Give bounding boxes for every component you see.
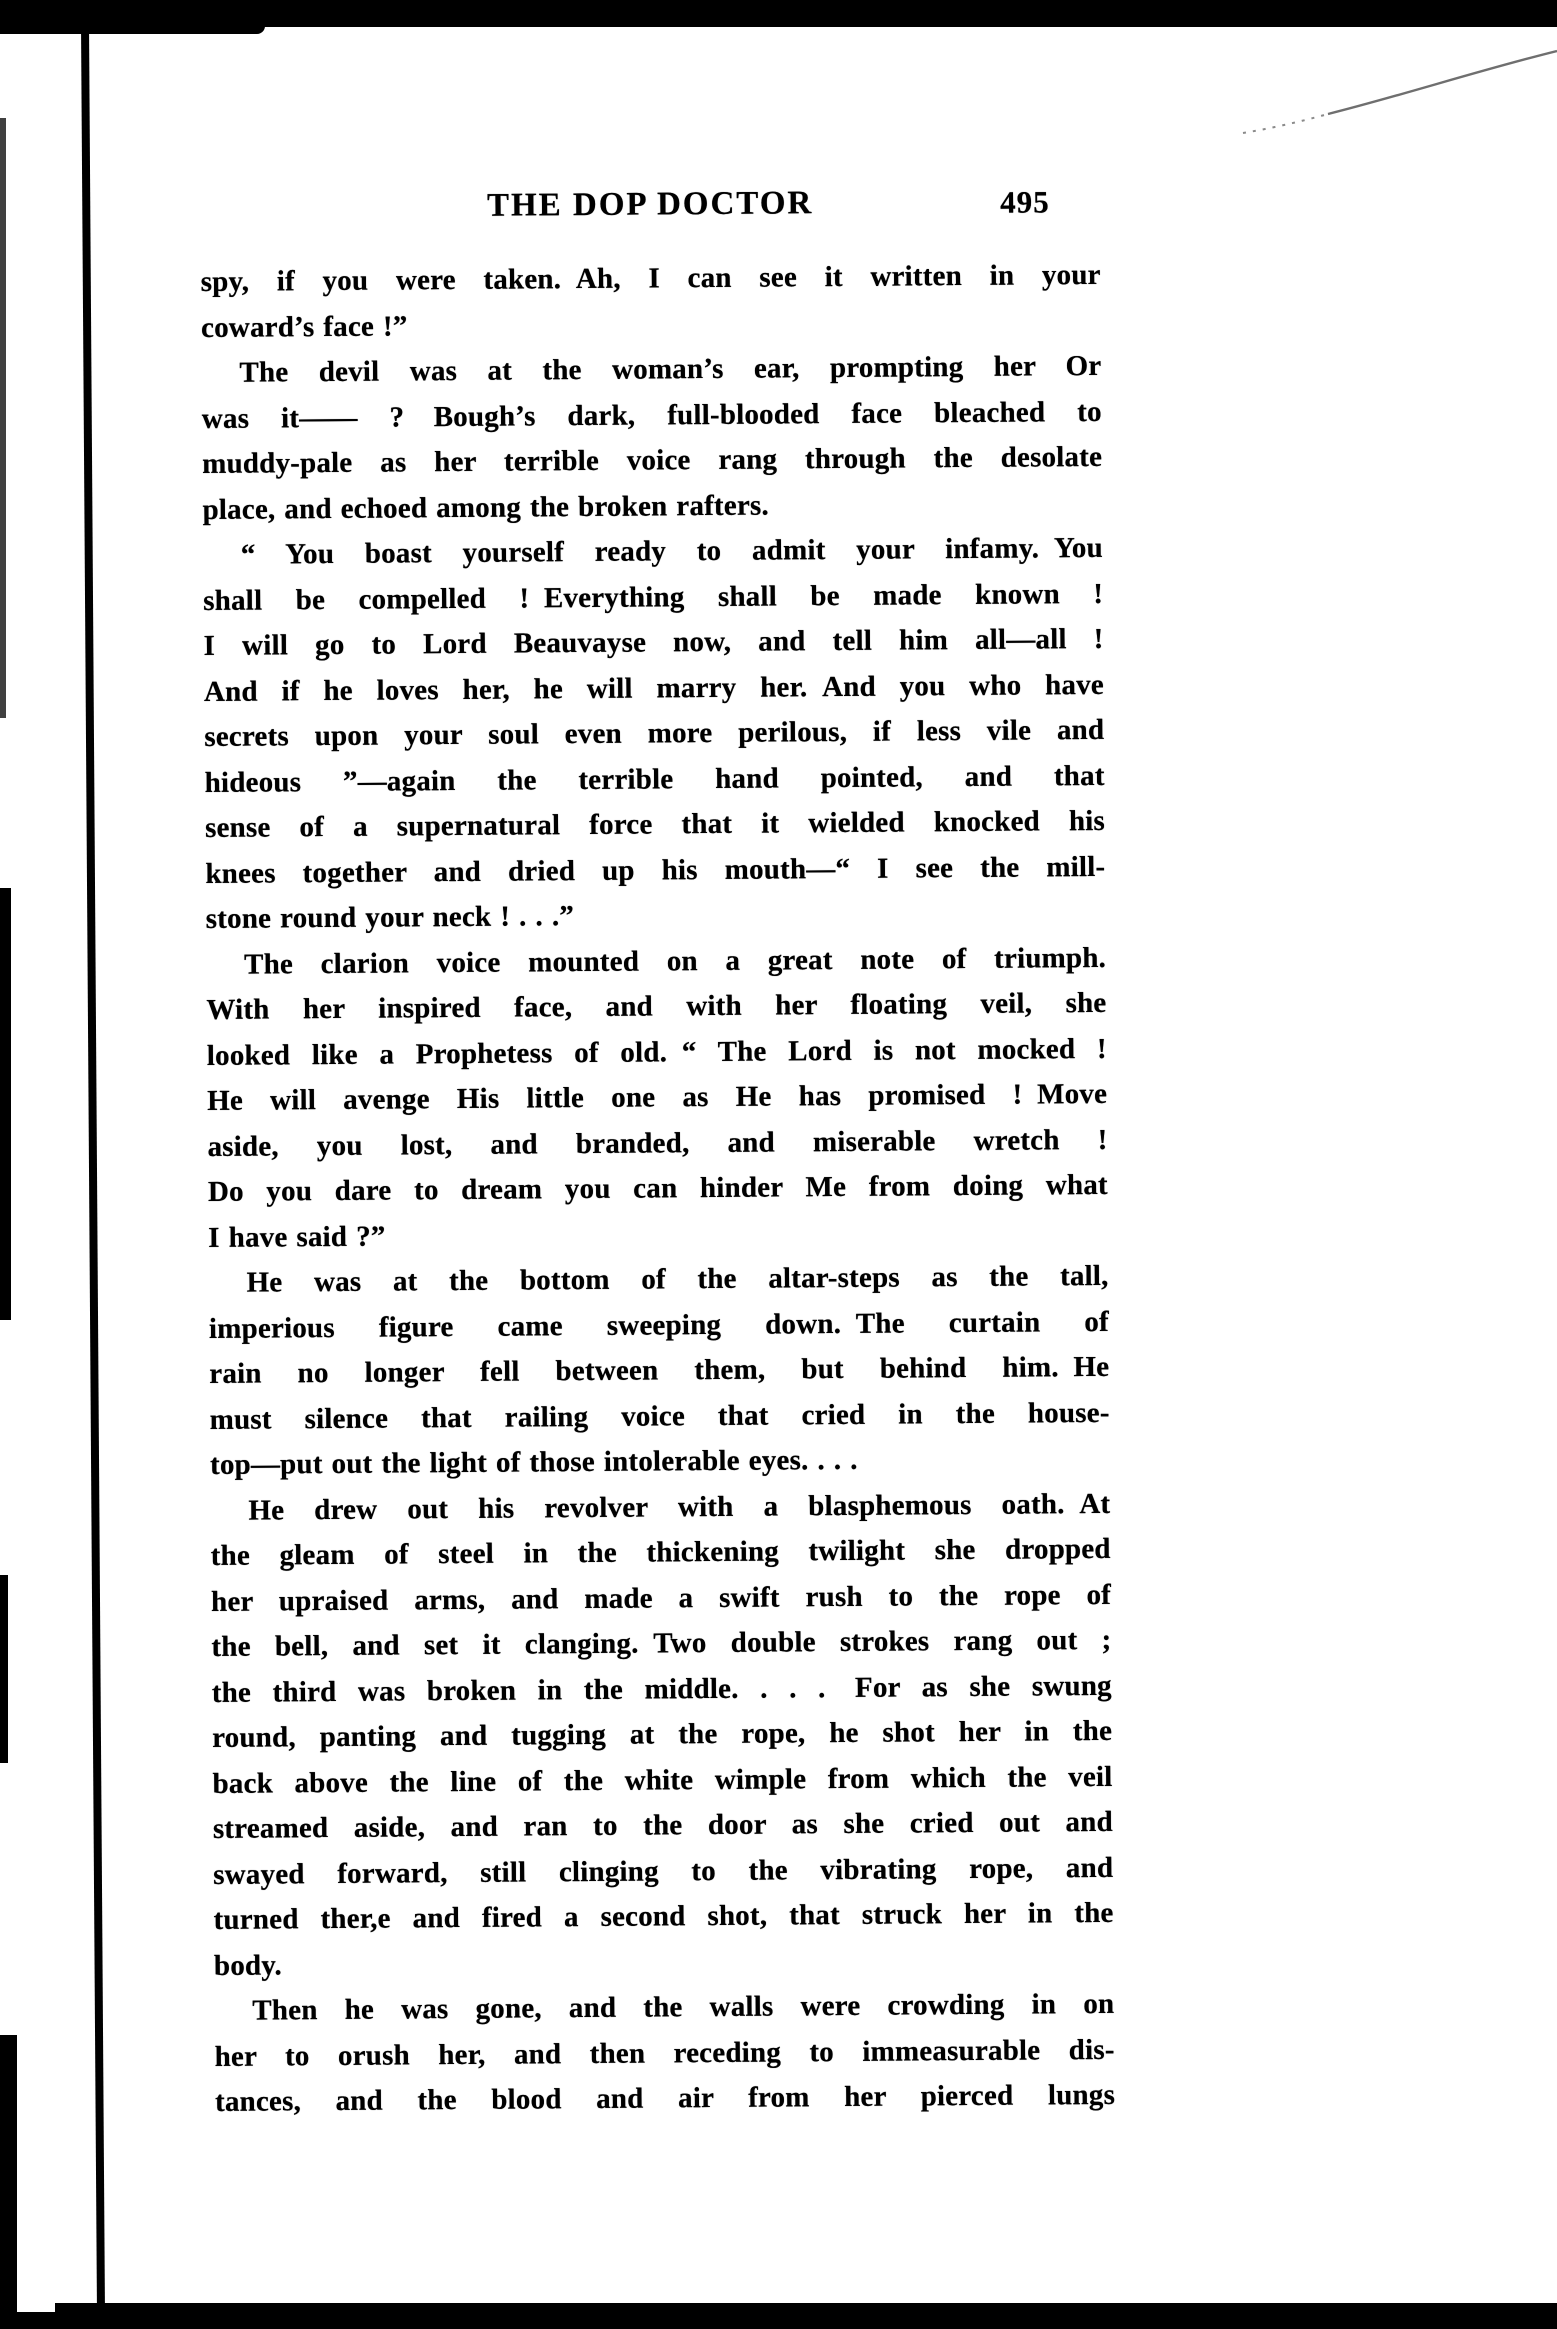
text-line: And if he loves her, he will marry her. And you who have — [203, 668, 1105, 708]
text-line: turned ther,e and fired a second shot, that struck her in the — [213, 1896, 1114, 1936]
text-line: knees together and dried up his mouth—“ I see the mill- — [205, 850, 1106, 890]
text-line: was it—— ? Bough’s dark, full-blooded face bleached to — [201, 395, 1102, 435]
text-line: back above the line of the white wimple from which the veil — [212, 1760, 1113, 1800]
left-edge-mark — [0, 118, 6, 718]
text-line: spy, if you were taken. Ah, I can see it written in your — [200, 258, 1101, 298]
text-line: He will avenge His little one as He has promised ! Move — [207, 1077, 1108, 1117]
text-line: coward’s face !” — [200, 309, 408, 344]
text-line: the bell, and set it clanging. Two double strokes rang out ; — [211, 1623, 1112, 1663]
text-line: her to orush her, and then receding to immeasurable dis- — [214, 2033, 1115, 2073]
text-line: He was at the bottom of the altar-steps as the tall, — [246, 1259, 1109, 1299]
text-line: shall be compelled ! Everything shall be made known ! — [203, 577, 1104, 617]
paragraph — [208, 1254, 1110, 1489]
left-edge-mark — [0, 1575, 8, 1763]
text-line: her upraised arms, and made a swift rush to the rope of — [210, 1578, 1112, 1618]
text-line: the gleam of steel in the thickening twilight she dropped — [210, 1532, 1111, 1572]
paragraph — [214, 1982, 1115, 2126]
scan-bottom-bar-left — [0, 2312, 60, 2329]
text-line: top—put out the light of those intolerable eyes. . . . — [209, 1443, 858, 1481]
scan-bottom-bar — [55, 2303, 1557, 2329]
text-line: looked like a Prophetess of old. “ The Lord is not mocked ! — [206, 1032, 1107, 1072]
text-line: the third was broken in the middle. . . . For as she swung — [211, 1669, 1112, 1709]
text-line: secrets upon your soul even more perilous, if less vile and — [204, 713, 1105, 753]
page-title: THE DOP DOCTOR — [486, 185, 814, 224]
text-line: Do you dare to dream you can hinder Me from doing what — [207, 1168, 1108, 1208]
text-line: swayed forward, still clinging to the vibrating rope, and — [213, 1851, 1114, 1891]
left-edge-mark — [0, 2035, 17, 2329]
paragraph — [201, 253, 1102, 351]
paragraph — [201, 344, 1102, 533]
text-line: tances, and the blood and air from her pierced lungs — [214, 2078, 1116, 2118]
text-line: stone round your neck ! . . .” — [205, 900, 575, 935]
text-line: place, and echoed among the broken rafters. — [202, 489, 770, 526]
paragraph — [206, 935, 1108, 1261]
text-line: muddy-pale as her terrible voice rang through the desolate — [202, 440, 1103, 480]
page-number: 495 — [999, 184, 1050, 220]
text-line: The clarion voice mounted on a great note of triumph. — [243, 941, 1107, 981]
text-line: I have said ?” — [208, 1220, 386, 1254]
text-line: sense of a supernatural force that it wielded knocked his — [204, 804, 1106, 844]
text-line: Then he was gone, and the walls were crowding in on — [252, 1987, 1115, 2027]
scratch-line — [0, 0, 1557, 200]
text-block — [201, 253, 1116, 2126]
text-line: “ You boast yourself ready to admit your infamy. You — [240, 531, 1103, 571]
left-edge-mark — [0, 888, 11, 1320]
text-line: He drew out his revolver with a blasphemous oath. At — [248, 1487, 1111, 1527]
text-line: rain no longer fell between them, but behind him. He — [209, 1350, 1110, 1390]
running-header — [200, 183, 1100, 234]
text-line: aside, you lost, and branded, and miserable wretch ! — [207, 1123, 1108, 1163]
text-line: The devil was at the woman’s ear, prompting her Or — [239, 349, 1102, 389]
paragraph — [203, 526, 1106, 943]
page-content — [200, 183, 1115, 2126]
text-line: I will go to Lord Beauvayse now, and tell him all—all ! — [203, 622, 1104, 662]
text-line: imperious figure came sweeping down. The curtain of — [208, 1305, 1110, 1345]
text-line: must silence that railing voice that cried in the house- — [209, 1396, 1110, 1436]
text-line: With her inspired face, and with her floating veil, she — [206, 986, 1107, 1026]
text-line: hideous ”—again the terrible hand pointed, and that — [204, 759, 1105, 799]
text-line: body. — [213, 1948, 282, 1982]
text-line: round, panting and tugging at the rope, he shot her in the — [212, 1714, 1113, 1754]
paragraph — [210, 1481, 1114, 1989]
text-line: streamed aside, and ran to the door as she cried out and — [212, 1805, 1113, 1845]
binding-rule-line — [81, 24, 105, 2306]
